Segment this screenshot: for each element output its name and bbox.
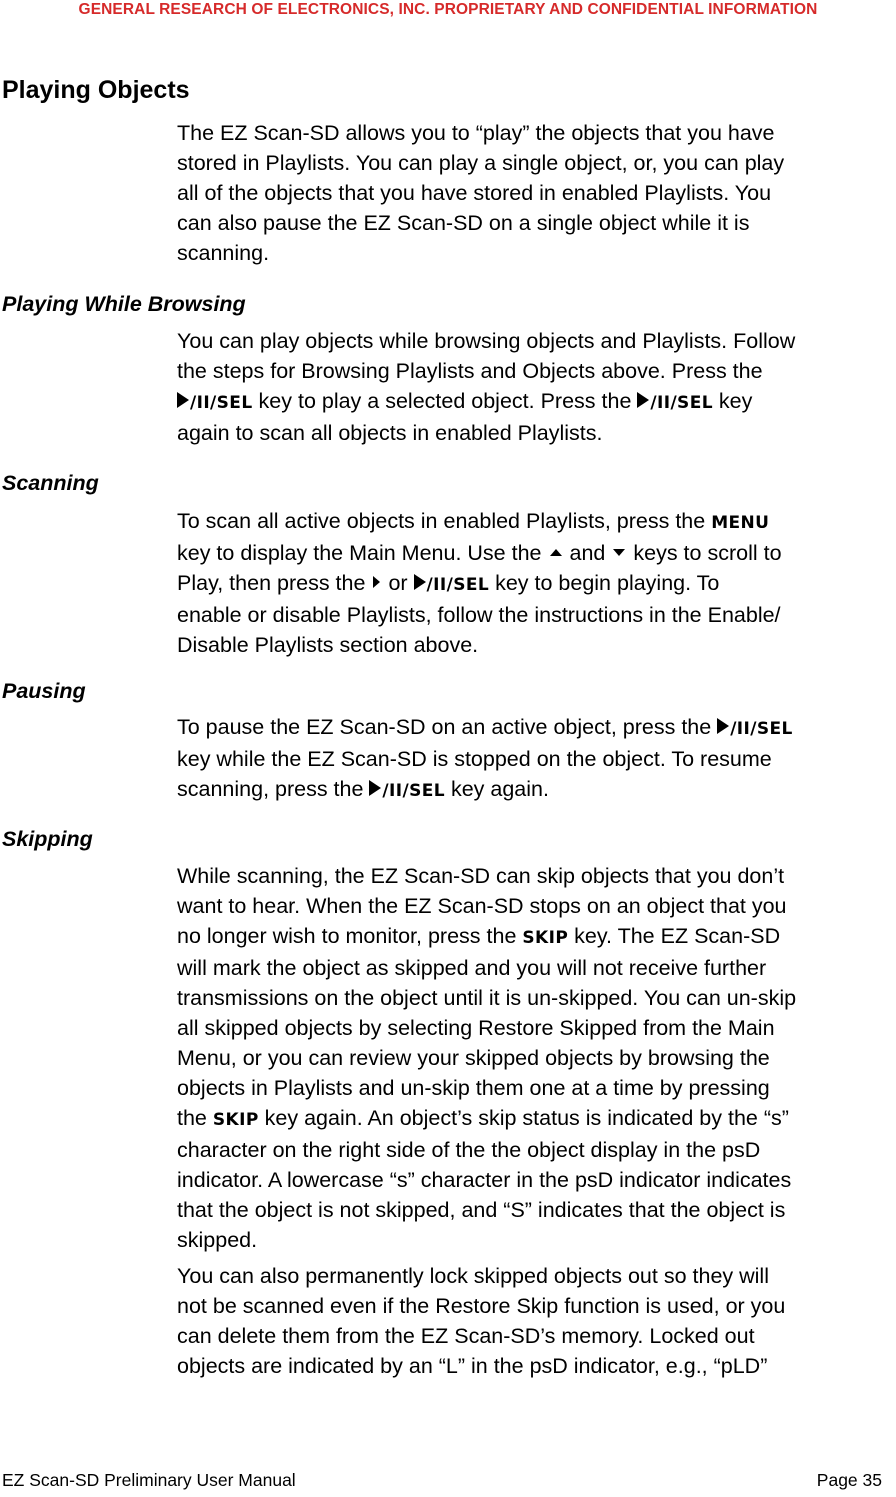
play-triangle-icon (414, 574, 426, 590)
play-sel-key: /II/SEL (190, 393, 253, 413)
text-line: You can play objects while browsing objects and Playlists. Follow (177, 329, 796, 353)
text-line: again to scan all objects in enabled Playlists. (177, 421, 603, 445)
text-line: the SKIP key again. An object’s skip status is indicated by the “s” (177, 1106, 789, 1130)
text-line: all skipped objects by selecting Restore Skipped from the Main (177, 1016, 775, 1040)
text-line: all of the objects that you have stored in enabled Playlists. You (177, 181, 772, 205)
section-heading-skipping: Skipping (2, 827, 93, 851)
text-line: stored in Playlists. You can play a single object, or, you can play (177, 151, 785, 175)
text-line: transmissions on the object until it is un-skipped. You can un-skip (177, 986, 797, 1010)
skipping-paragraph (177, 861, 896, 1255)
text-line: can delete them from the EZ Scan-SD’s memory. Locked out (177, 1324, 755, 1348)
text-line: the steps for Browsing Playlists and Objects above. Press the (177, 359, 763, 383)
text-line: objects in Playlists and un-skip them one at a time by pressing (177, 1076, 770, 1100)
text-line: While scanning, the EZ Scan-SD can skip objects that you don’t (177, 864, 785, 888)
text-line: Disable Playlists section above. (177, 633, 479, 657)
text-line: /II/SEL key to play a selected object. Press the /II/SEL key (177, 386, 896, 418)
play-triangle-icon (717, 718, 729, 734)
footer-page-number: Page 35 (816, 1470, 882, 1490)
text-line: that the object is not skipped, and “S” indicates that the object is (177, 1198, 786, 1222)
text-line: indicator. A lowercase “s” character in the psD indicator indicates (177, 1168, 792, 1192)
text-line: scanning, press the /II/SEL key again. (177, 777, 549, 801)
up-arrow-icon (550, 549, 562, 556)
browsing-paragraph (177, 326, 896, 448)
play-triangle-icon (177, 392, 189, 408)
skip-key: SKIP (212, 1110, 259, 1130)
text-line: objects are indicated by an “L” in the psD indicator, e.g., “pLD” (177, 1354, 768, 1378)
text-line: key to display the Main Menu. Use the and keys to scroll to (177, 541, 782, 565)
footer-manual-title: EZ Scan-SD Preliminary User Manual (2, 1470, 296, 1490)
right-arrow-icon (373, 576, 380, 588)
text-line: skipped. (177, 1228, 258, 1252)
page-title: Playing Objects (2, 76, 190, 104)
section-heading-browsing: Playing While Browsing (2, 292, 246, 316)
text-line: scanning. (177, 241, 270, 265)
play-triangle-icon (637, 392, 649, 408)
text-line: want to hear. When the EZ Scan-SD stops on an object that you (177, 894, 787, 918)
text-line: Menu, or you can review your skipped objects by browsing the (177, 1046, 770, 1070)
text-line: You can also permanently lock skipped objects out so they will (177, 1264, 769, 1288)
text-line: enable or disable Playlists, follow the instructions in the Enable/ (177, 603, 781, 627)
text-line: To scan all active objects in enabled Playlists, press the MENU (177, 509, 770, 533)
text-line: Play, then press the or /II/SEL key to begin playing. To (177, 571, 720, 595)
lockout-paragraph (177, 1261, 896, 1381)
menu-key: MENU (711, 513, 770, 533)
text-line: The EZ Scan-SD allows you to “play” the objects that you have (177, 121, 775, 145)
text-line: no longer wish to monitor, press the SKIP key. The EZ Scan-SD (177, 924, 781, 948)
text-line: key while the EZ Scan-SD is stopped on the object. To resume (177, 747, 772, 771)
skip-key: SKIP (522, 928, 569, 948)
play-sel-key: /II/SEL (650, 393, 713, 413)
section-heading-pausing: Pausing (2, 679, 86, 703)
play-triangle-icon (369, 780, 381, 796)
text-line: not be scanned even if the Restore Skip function is used, or you (177, 1294, 786, 1318)
text-line: will mark the object as skipped and you will not receive further (177, 956, 767, 980)
pausing-paragraph (177, 712, 896, 806)
text-line: To pause the EZ Scan-SD on an active object, press the /II/SEL (177, 715, 793, 739)
intro-paragraph (177, 118, 896, 268)
section-heading-scanning: Scanning (2, 471, 99, 495)
play-sel-key: /II/SEL (382, 781, 445, 801)
text-line: can also pause the EZ Scan-SD on a single object while it is (177, 211, 750, 235)
confidential-banner: GENERAL RESEARCH OF ELECTRONICS, INC. PROPRIETARY AND CONFIDENTIAL INFORMATION (78, 1, 818, 18)
play-sel-key: /II/SEL (730, 719, 793, 739)
play-sel-key: /II/SEL (426, 575, 490, 595)
scanning-paragraph (177, 506, 896, 660)
down-arrow-icon (613, 549, 625, 556)
text-line: character on the right side of the the object display in the psD (177, 1138, 761, 1162)
